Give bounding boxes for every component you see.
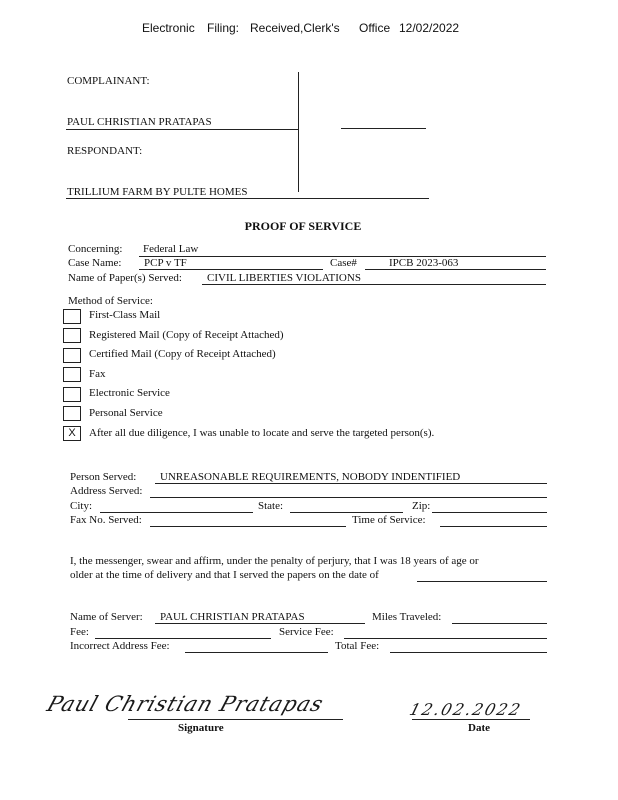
service-date-rule	[417, 581, 547, 582]
city-label: City:	[70, 500, 93, 512]
handwritten-date: 12.02.2022	[407, 700, 525, 719]
papers-served-rule	[202, 284, 546, 285]
fax-served-label: Fax No. Served:	[70, 514, 142, 526]
case-number-rule	[341, 128, 426, 129]
case-number-value: IPCB 2023-063	[389, 257, 459, 269]
method-label: Method of Service:	[68, 295, 153, 307]
caption-divider	[298, 72, 299, 192]
service-fee-rule	[344, 638, 547, 639]
case-name-value: PCP v TF	[144, 257, 187, 269]
fax-label: Fax	[89, 368, 106, 380]
concerning-value: Federal Law	[143, 243, 199, 255]
service-fee-label: Service Fee:	[279, 626, 334, 638]
case-name-label: Case Name:	[68, 257, 122, 269]
person-served-rule	[155, 483, 547, 484]
filing-stamp-office: Office	[359, 21, 391, 35]
fax-checkbox[interactable]	[63, 367, 81, 382]
address-served-rule	[150, 497, 547, 498]
total-fee-label: Total Fee:	[335, 640, 380, 652]
complainant-rule	[66, 129, 299, 130]
incorrect-address-fee-rule	[185, 652, 328, 653]
server-name-label: Name of Server:	[70, 611, 143, 623]
server-name-rule	[155, 623, 365, 624]
electronic-service-checkbox[interactable]	[63, 387, 81, 402]
registered-mail-label: Registered Mail (Copy of Receipt Attached)	[89, 329, 284, 341]
date-label: Date	[468, 722, 490, 734]
document-title: PROOF OF SERVICE	[244, 219, 362, 233]
state-rule	[290, 512, 403, 513]
total-fee-rule	[390, 652, 547, 653]
filing-stamp-filing: Filing:	[207, 21, 240, 35]
handwritten-signature: Paul Christian Pratapas	[44, 692, 327, 716]
certified-mail-checkbox[interactable]	[63, 348, 81, 363]
filing-stamp-received: Received,Clerk's	[250, 21, 340, 35]
time-of-service-rule	[440, 526, 547, 527]
electronic-service-label: Electronic Service	[89, 387, 170, 399]
person-served-value: UNREASONABLE REQUIREMENTS, NOBODY INDENTIFIED	[160, 471, 461, 483]
papers-served-value: CIVIL LIBERTIES VIOLATIONS	[207, 272, 361, 284]
signature-label: Signature	[178, 722, 224, 734]
case-number-line	[365, 269, 546, 270]
due-diligence-checkbox[interactable]: X	[63, 426, 81, 441]
date-rule	[412, 719, 530, 720]
filing-stamp-date: 12/02/2022	[399, 21, 460, 35]
filing-stamp-electronic: Electronic	[142, 21, 195, 35]
zip-label: Zip:	[412, 500, 431, 512]
respondent-name: TRILLIUM FARM BY PULTE HOMES	[67, 186, 248, 198]
fee-rule	[95, 638, 271, 639]
miles-traveled-label: Miles Traveled:	[372, 611, 442, 623]
fax-served-rule	[150, 526, 346, 527]
registered-mail-checkbox[interactable]	[63, 328, 81, 343]
miles-traveled-rule	[452, 623, 547, 624]
complainant-label: COMPLAINANT:	[67, 75, 150, 87]
incorrect-address-fee-label: Incorrect Address Fee:	[70, 640, 170, 652]
affirmation-line-1: I, the messenger, swear and affirm, under the penalty of perjury, that I was 18 years of age or	[70, 555, 479, 567]
address-served-label: Address Served:	[70, 485, 143, 497]
personal-service-label: Personal Service	[89, 407, 163, 419]
time-of-service-label: Time of Service:	[352, 514, 426, 526]
respondent-rule	[66, 198, 429, 199]
zip-rule	[432, 512, 547, 513]
server-name-value: PAUL CHRISTIAN PRATAPAS	[160, 611, 305, 623]
case-number-label: Case#	[330, 257, 357, 269]
case-name-rule	[139, 269, 323, 270]
fee-label: Fee:	[70, 626, 89, 638]
concerning-label: Concerning:	[68, 243, 123, 255]
papers-served-label: Name of Paper(s) Served:	[68, 272, 182, 284]
person-served-label: Person Served:	[70, 471, 137, 483]
respondent-label: RESPONDANT:	[67, 145, 143, 157]
affirmation-line-2: older at the time of delivery and that I served the papers on the date of	[70, 569, 379, 581]
certified-mail-label: Certified Mail (Copy of Receipt Attached)	[89, 348, 276, 360]
state-label: State:	[258, 500, 284, 512]
due-diligence-label: After all due diligence, I was unable to locate and serve the targeted person(s).	[89, 427, 435, 439]
complainant-name: PAUL CHRISTIAN PRATAPAS	[67, 116, 212, 128]
first-class-mail-checkbox[interactable]	[63, 309, 81, 324]
city-rule	[100, 512, 253, 513]
signature-rule	[128, 719, 343, 720]
first-class-mail-label: First-Class Mail	[89, 309, 161, 321]
personal-service-checkbox[interactable]	[63, 406, 81, 421]
